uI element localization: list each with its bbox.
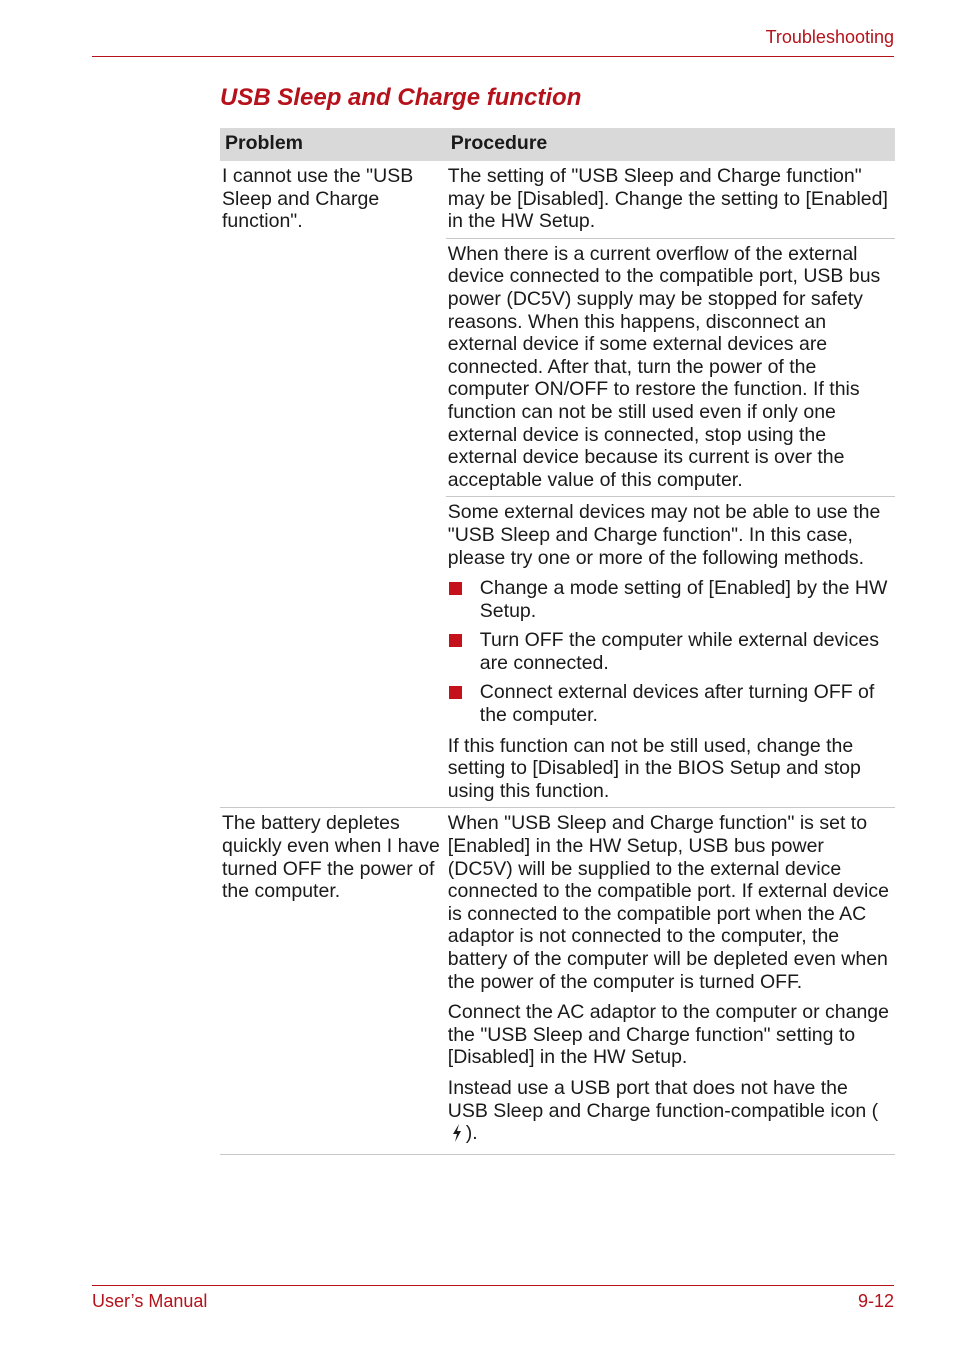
footer-rule <box>92 1285 894 1286</box>
problem-text: The battery depletes quickly even when I have turned OFF the power of the computer. <box>222 812 440 903</box>
procedure-intro: Some external devices may not be able to use the "USB Sleep and Charge function". In this case, please try one or more of the following methods. <box>447 501 881 569</box>
procedure-text: When there is a current overflow of the external device connected to the compatible port, USB bus power (DC5V) supply may be stopped for safety reasons. When this happens, disconnect an external device if some external devices are connected. After that, turn the power of the computer ON/OFF to restore the function. If this function can not be still used even if only one external device is connected, stop using the external device because its current is over the acceptable value of this computer. <box>447 242 881 491</box>
problem-cell <box>220 808 446 1154</box>
bullet-square-icon <box>449 686 462 699</box>
problem-text: I cannot use the "USB Sleep and Charge function". <box>222 165 414 233</box>
section-title: USB Sleep and Charge function <box>220 84 582 111</box>
procedure-text: Connect the AC adaptor to the computer or change the "USB Sleep and Charge function" setting to [Disabled] in the HW Setup. <box>447 1001 889 1069</box>
usb-sleep-charge-icon <box>450 1123 464 1149</box>
column-header-problem: Problem <box>220 128 446 161</box>
procedure-cell <box>446 161 895 238</box>
bullet-square-icon <box>449 582 462 595</box>
procedure-cell <box>446 808 895 1154</box>
procedure-outro: If this function can not be still used, change the setting to [Disabled] in the BIOS Setup and stop using this function. <box>447 734 861 802</box>
procedure-text: Instead use a USB port that does not have the USB Sleep and Charge function-compatible icon (). <box>448 1077 893 1149</box>
problem-cell <box>220 161 446 808</box>
page-number: 9-12 <box>857 1291 894 1311</box>
footer-manual-label: User’s Manual <box>92 1291 208 1311</box>
procedure-text: The setting of "USB Sleep and Charge function" may be [Disabled]. Change the setting to [Enabled] in the HW Setup. <box>447 165 888 233</box>
procedure-cell <box>446 497 895 808</box>
procedure-cell <box>446 238 895 497</box>
table-row <box>220 161 895 238</box>
list-item: Connect external devices after turning OFF of the computer. <box>448 681 893 726</box>
table-row <box>220 808 895 1154</box>
list-item: Turn OFF the computer while external devices are connected. <box>448 629 893 674</box>
method-list <box>448 577 893 727</box>
bullet-square-icon <box>449 634 462 647</box>
header-rule <box>92 56 894 57</box>
procedure-text: When "USB Sleep and Charge function" is set to [Enabled] in the HW Setup, USB bus power (DC5V) will be supplied to the external device connected to the compatible port. If external device is connected to the compatible port when the AC adaptor is not connected to the computer, the battery of the computer will be depleted even when the power of the computer is turned OFF. <box>447 812 889 993</box>
running-header: Troubleshooting <box>765 27 894 47</box>
troubleshooting-table <box>220 128 895 1155</box>
column-header-procedure: Procedure <box>446 128 895 161</box>
table-header-row <box>220 128 895 161</box>
list-item: Change a mode setting of [Enabled] by the HW Setup. <box>448 577 893 622</box>
